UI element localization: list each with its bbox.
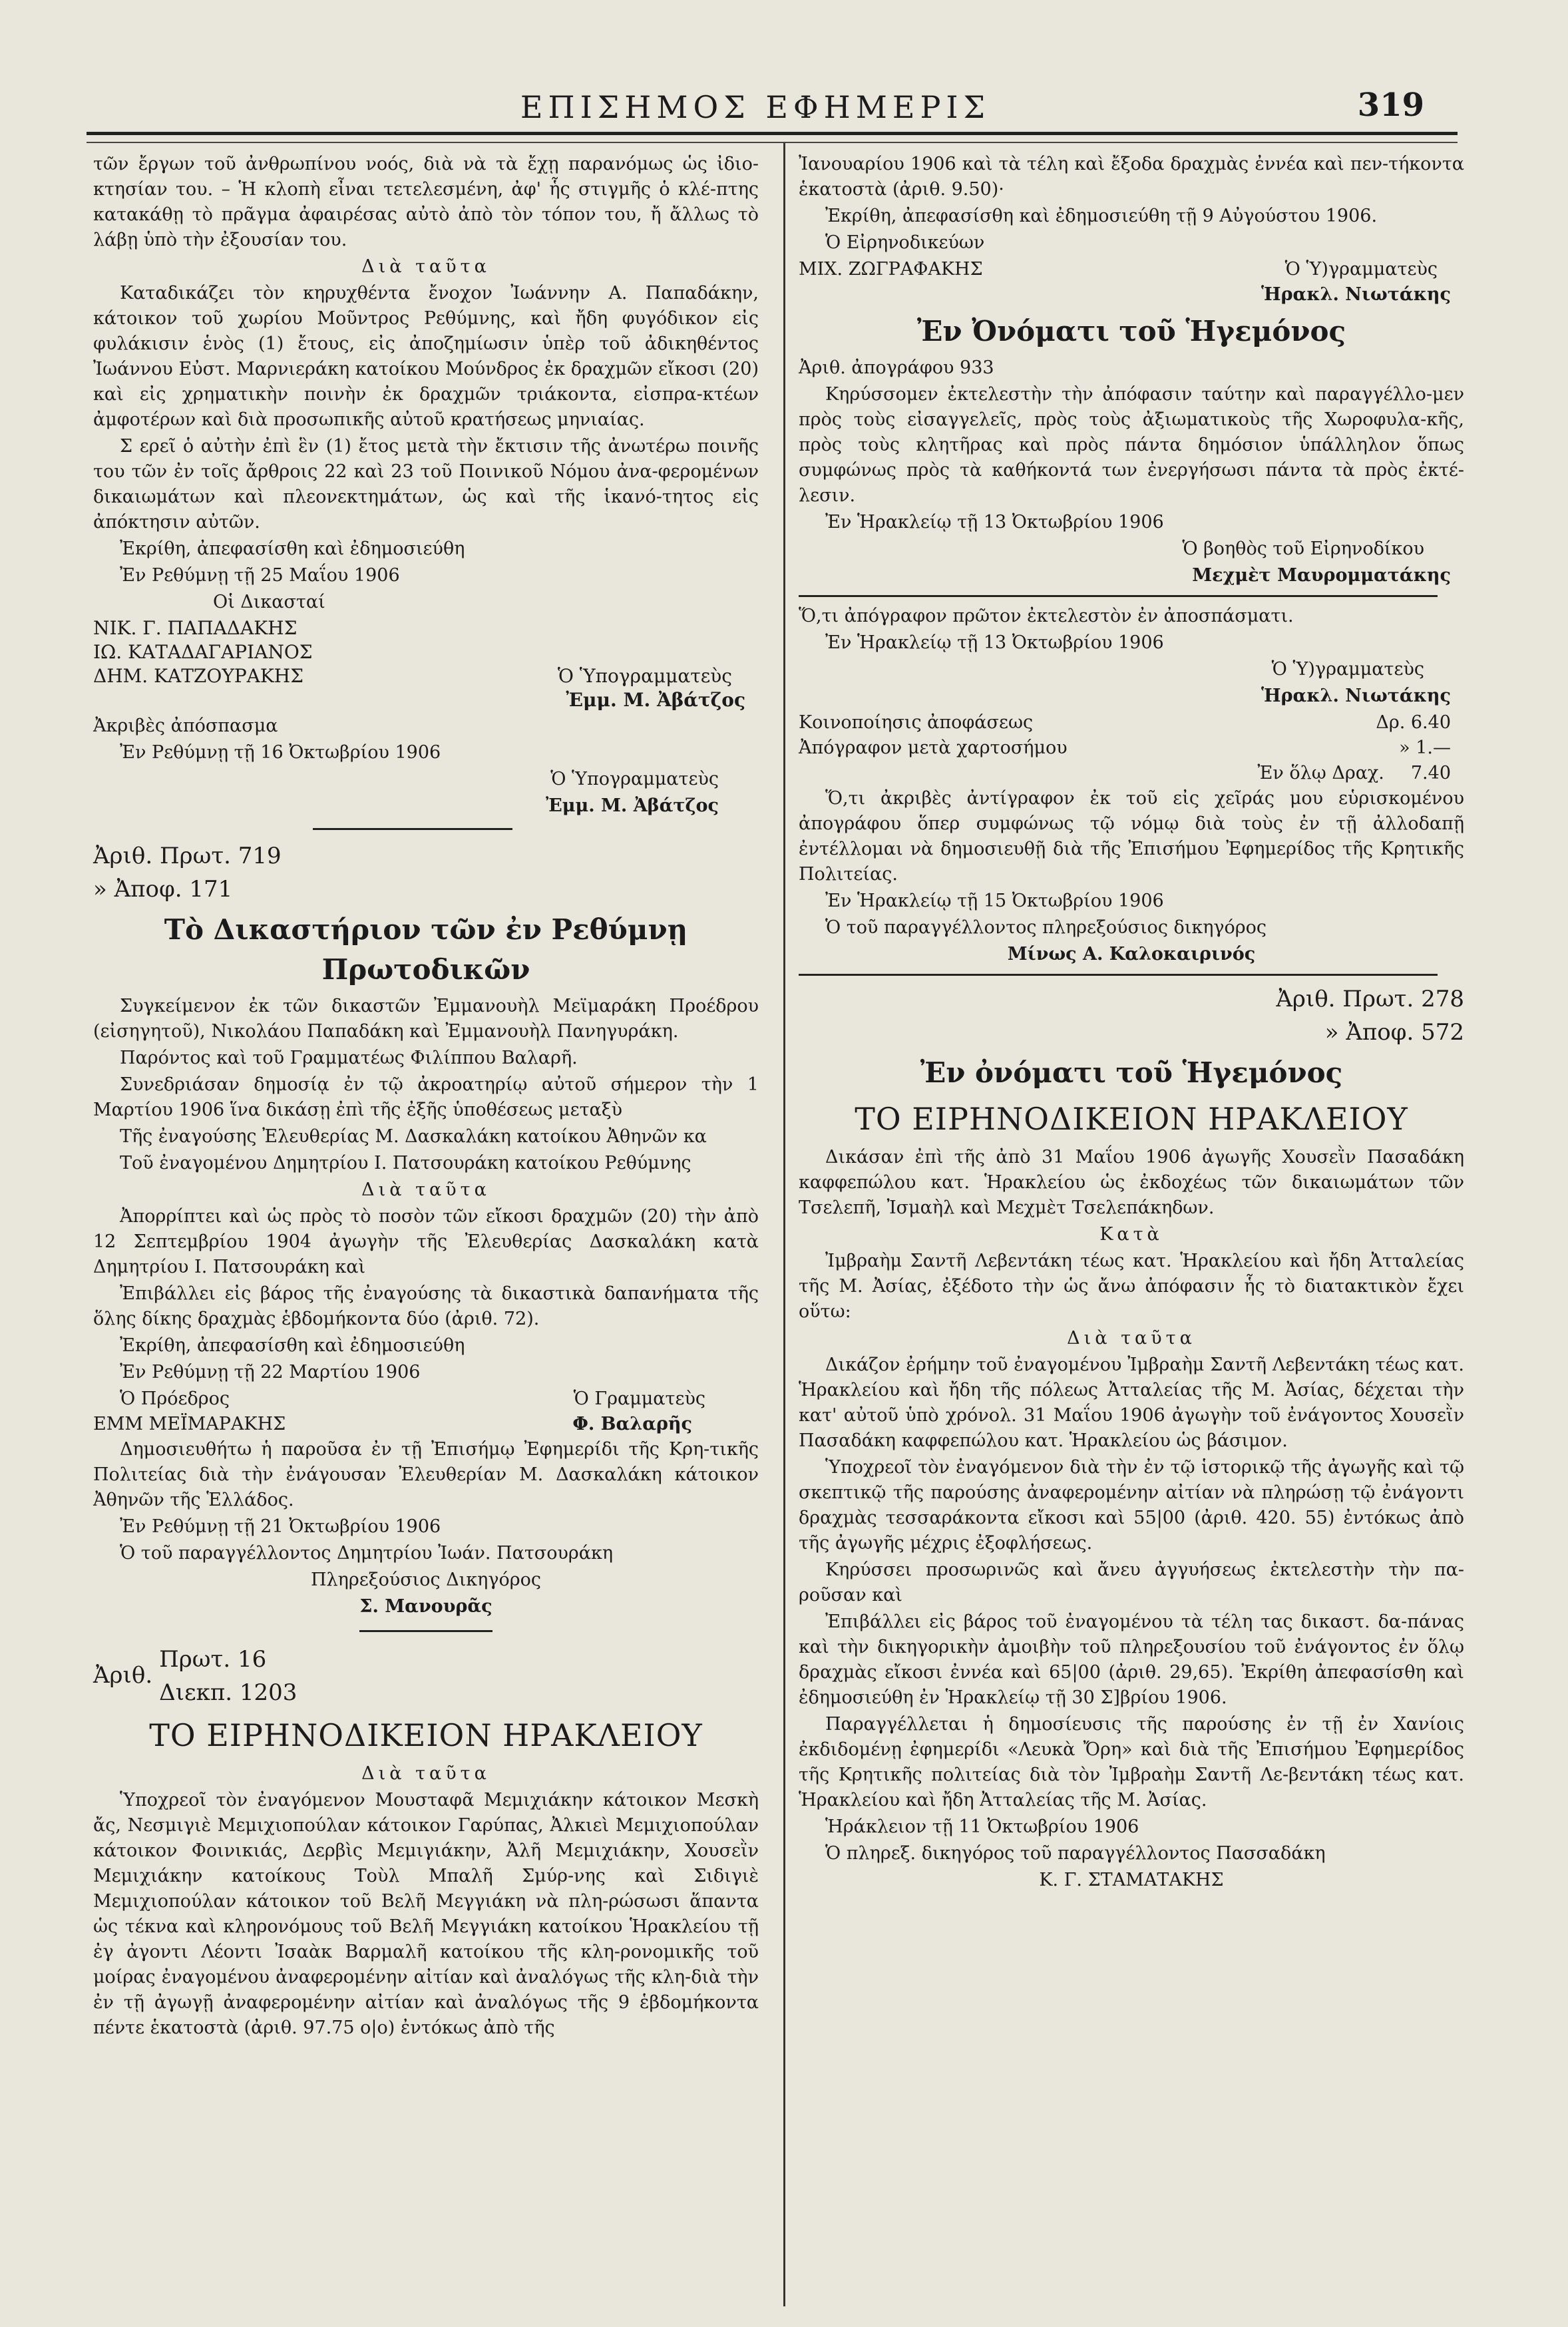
section-label: Διὰ ταῦτα [361, 1763, 490, 1784]
ref-stack [159, 1643, 297, 1709]
commissioner-line: Ὁ τοῦ παραγγέλλοντος πληρεξούσιος δικηγόρος [825, 917, 1267, 938]
president-label: Ὁ Πρόεδρος [120, 1388, 230, 1409]
ypogrammateus-name: Ἡρακλ. Νιωτάκης [1261, 284, 1451, 305]
paragraph: τῶν ἔργων τοῦ ἀνθρωπίνου νοός, διὰ νὰ τὰ ἔχῃ παρανόμως ὡς ἰδιο-κτησίαν του. – Ἡ κλοπὴ εἶναι τετελεσμένη, ἀφ' ἧς στιγμῆς ὁ κλέ-πτης κατακάθῃ τὸ πρᾶγμα ἀφαιρέσας αὐτὸ ἀπὸ τὸν τόπον του, ἤ ἄλλως τὸ λάβῃ ὑπὸ τὴν ἐξουσίαν του. [93, 154, 759, 250]
paragraph: Ὑποχρεοῖ τὸν ἐναγόμενον διὰ τὴν ἐν τῷ ἱστορικῷ τῆς ἀγωγῆς καὶ τῷ σκεπτικῷ τῆς παρούσης ἀναφερομένην αἰτίαν νὰ πληρώσῃ τῷ ἐνάγοντι δραχμὰς τεσσαράκοντα εἴκοσι καὶ 55|00 (ἀριθ. 420. 55) ἐντόκως ἀπὸ τῆς ἀγωγῆς μέχρις ἐξοφλήσεως. [799, 1457, 1464, 1554]
header-rule [87, 132, 1458, 143]
paragraph: Δημοσιευθήτω ἡ παροῦσα ἐν τῇ Ἐπισήμῳ Ἐφημερίδι τῆς Κρη-τικῆς Πολιτείας διὰ τὴν ἐνάγουσαν Ἐλευθερίαν Μ. Δασκαλάκη κάτοικον Ἀθηνῶν τῆς Ἑλλάδος. [93, 1439, 759, 1510]
judge-row [93, 664, 759, 688]
signature-row [93, 1412, 759, 1437]
section-label: Διὰ ταῦτα [361, 1179, 490, 1200]
paragraph: Ἐπιβάλλει εἰς βάρος τοῦ ἐναγομένου τὰ τέλη τας δικαστ. δα-πάνας καὶ τὴν δικηγορικὴν ἀμοιβὴν τοῦ πληρεξουσίου τοῦ ἐνάγοντος ἐν ὅλῳ δραχμὰς εἴκοσι ἐννέα καὶ 65|00 (ἀριθ. 29,65). Ἐκρίθη ἀπεφασίσθη καὶ ἐδημοσιεύθη ἐν Ἡρακλείῳ τῇ 30 Σ]βρίου 1906. [799, 1611, 1464, 1708]
decision-line: Ἐκρίθη, ἀπεφασίσθη καὶ ἐδημοσιεύθη [120, 538, 465, 559]
paragraph: Δικάζον ἐρήμην τοῦ ἐναγομένου Ἰμβραὴμ Σαντῆ Λεβεντάκη τέως κατ. Ἡρακλείου καὶ ἤδη τῆς πόλεως Ἀτταλείας τῆς Μ. Ἀσίας, δέχεται τὴν κατ' αὐτοῦ ὑπὸ χρόνολ. 31 Μαΐου 1906 ἀγωγὴν τοῦ ἐνάγοντος Χουσεῒν Πασαδάκη καφφεπώλου κατ. Ἡρακλείου ὡς βάσιμον. [799, 1355, 1464, 1451]
paragraph: Καταδικάζει τὸν κηρυχθέντα ἔνοχον Ἰωάννην Α. Παπαδάκην, κάτοικον τοῦ χωρίου Μοῦντρος Ρεθύμνης, καὶ ἤδη φυγόδικον εἰς φυλάκισιν ἑνὸς (1) ἔτους, εἰς ἀποζημίωσιν ὑπὲρ τοῦ ἀδικηθέντος Ἰωάννου Εὐστ. Μαρνιεράκη κατοίκου Μούνδρος ἐκ δραχμῶν εἴκοσι (20) καὶ εἰς χρηματικὴν ποινὴν ἐκ δραχμῶν τριάκοντα, εἰσπρα-κτέων ἀμφοτέρων καὶ διὰ προσωπικῆς αὐτοῦ κρατήσεως μηνιαίας. [93, 283, 759, 430]
signature-row [93, 1386, 759, 1412]
fee-label: Ἐν ὅλῳ Δραχ. [1257, 763, 1384, 783]
attorney-name: Σ. Μανουρᾶς [359, 1596, 492, 1617]
fee-label: Ἀπόγραφον μετὰ χαρτοσήμου [799, 738, 1068, 758]
separator-rule [359, 1630, 492, 1632]
ypogrammateus-label: Ὁ Ὑ)γραμματεὺς [1271, 659, 1424, 680]
court-title: ΤΟ ΕΙΡΗΝΟΔΙΚΕΙΟΝ ΗΡΑΚΛΕΙΟΥ [149, 1717, 703, 1753]
place-date: Ἐν Ρεθύμνῃ τῇ 16 Ὀκτωβρίου 1906 [120, 742, 441, 763]
paragraph: Ἐκρίθη, ἀπεφασίσθη καὶ ἐδημοσιεύθη τῇ 9 Αὐγούστου 1906. [825, 206, 1378, 226]
fee-value: 7.40 [1410, 763, 1451, 783]
place-date: Ἐν Ρεθύμνῃ τῇ 21 Ὀκτωβρίου 1906 [120, 1516, 441, 1537]
fee-row [799, 710, 1464, 736]
place-date: Ἐν Ἡρακλείῳ τῇ 13 Ὀκτωβρίου 1906 [825, 512, 1164, 532]
judge-name: ΙΩ. ΚΑΤΑΔΑΓΑΡΙΑΝΟΣ [93, 641, 313, 663]
right-column [799, 152, 1464, 1894]
grammateus-label: Ὁ Γραμματεὺς [573, 1388, 705, 1409]
in-name-heading: Ἐν Ὀνόματι τοῦ Ἡγεμόνος [916, 315, 1346, 347]
assistant-name: Μεχμὲτ Μαυρομματάκης [1192, 565, 1451, 586]
protocol-number: Πρωτ. 16 [159, 1646, 267, 1673]
grammateus-name: Φ. Βαλαρῆς [572, 1414, 692, 1434]
decision-number: » Ἀποφ. 171 [93, 876, 233, 903]
section-label: Κατὰ [1099, 1224, 1163, 1245]
paragraph: Ἐπιβάλλει εἰς βάρος τῆς ἐναγούσης τὰ δικαστικὰ δαπανήματα τῆς ὅλης δίκης δραχμὰς ἑβδομήκοντα δύο (ἀριθ. 72). [93, 1283, 759, 1329]
fee-label: Κοινοποίησις ἀποφάσεως [799, 712, 1034, 733]
paragraph: Συγκείμενον ἐκ τῶν δικαστῶν Ἐμμανουὴλ Μεϊμαράκη Προέδρου (εἰσηγητοῦ), Νικολάου Παπαδάκη καὶ Ἐμμανουὴλ Πανηγυράκη. [93, 996, 759, 1042]
ypogrammateus-label: Ὁ Ὑ)γραμματεὺς [1284, 259, 1438, 280]
separator-rule [313, 828, 512, 830]
fee-row [799, 736, 1464, 761]
paragraph: Τοῦ ἐναγομένου Δημητρίου Ι. Πατσουράκη κατοίκου Ρεθύμνης [120, 1153, 691, 1173]
attorney-label: Πληρεξούσιος Δικηγόρος [311, 1570, 541, 1590]
paragraph: Συνεδριάσαν δημοσίᾳ ἐν τῷ ἀκροατηρίῳ αὐτοῦ σήμερον τὴν 1 Μαρτίου 1906 ἵνα δικάσῃ ἐπὶ τῆς ἐξῆς ὑποθέσεως μεταξὺ [93, 1074, 759, 1120]
judge-name: ΔΗΜ. ΚΑΤΖΟΥΡΑΚΗΣ [93, 665, 304, 687]
justice-label: Ὁ Εἰρηνοδικεύων [825, 232, 985, 253]
paragraph: Σ ερεῖ ὁ αὐτὴν ἐπὶ ἓν (1) ἔτος μετὰ τὴν ἔκτισιν τῆς ἀνωτέρω ποινῆς του τῶν ἐν τοῖς ἄρθροις 22 καὶ 23 τοῦ Ποινικοῦ Νόμου ἀνα-φερομένων δικαιωμάτων καὶ πλεονεκτημάτων, ὡς καὶ τῆς ἱκανό-τητος εἰς ἀπόκτησιν αὐτῶν. [93, 436, 759, 532]
dispatch-number: Διεκπ. 1203 [159, 1679, 297, 1706]
separator-rule [799, 595, 1438, 597]
commissioner-name: Μίνως Α. Καλοκαιρινός [1007, 944, 1256, 964]
fee-value: Δρ. 6.40 [1376, 712, 1451, 733]
copy-number: Ἀριθ. ἀπογράφου 933 [799, 357, 994, 378]
court-title: ΤΟ ΕΙΡΗΝΟΔΙΚΕΙΟΝ ΗΡΑΚΛΕΙΟΥ [855, 1101, 1408, 1137]
judge-name: ΝΙΚ. Γ. ΠΑΠΑΔΑΚΗΣ [93, 617, 297, 639]
decision-number: » Ἀποφ. 572 [1324, 1019, 1464, 1046]
in-name-heading: Ἐν ὀνόματι τοῦ Ἡγεμόνος [920, 1056, 1343, 1089]
secretary-name: Ἐμμ. Μ. Ἀβάτζος [566, 689, 745, 711]
column-divider [783, 143, 785, 2306]
place-date: Ἡράκλειον τῇ 11 Ὀκτωβρίου 1906 [825, 1816, 1139, 1837]
page-number: 319 [1357, 87, 1424, 124]
separator-rule [799, 974, 1438, 976]
court-title: Τὸ Δικαστήριον τῶν ἐν Ρεθύμνῃ Πρωτοδικῶν [164, 913, 688, 986]
section-label: Διὰ ταῦτα [1067, 1328, 1196, 1349]
place-date: Ἐν Ἡρακλείῳ τῇ 15 Ὀκτωβρίου 1906 [825, 891, 1164, 911]
place-date: Ἐν Ρεθύμνῃ τῇ 22 Μαρτίου 1906 [120, 1362, 421, 1382]
section-label: Διὰ ταῦτα [361, 256, 490, 277]
paragraph: Ἰμβραὴμ Σαντῆ Λεβεντάκη τέως κατ. Ἡρακλείου καὶ ἤδη Ἀτταλείας τῆς Μ. Ἀσίας, ἐξέδοτο τὴν ὡς ἄνω ἀπόφασιν ἧς τὸ διατακτικὸν ἔχει οὕτω: [799, 1251, 1464, 1322]
president-name: ΕΜΜ ΜΕΪΜΑΡΑΚΗΣ [93, 1414, 286, 1434]
paragraph: Δικάσαν ἐπὶ τῆς ἀπὸ 31 Μαΐου 1906 ἀγωγῆς Χουσεῒν Πασαδάκη καφφεπώλου κατ. Ἡρακλείου ὡς ἐκδοχέως τῶν δικαιωμάτων τῶν Τσελεπῆ, Ἰσμαὴλ καὶ Μεχμὲτ Τσελεπάκηδων. [799, 1147, 1464, 1218]
secretary-name: Ἐμμ. Μ. Ἀβάτζος [545, 795, 719, 816]
fee-row [799, 761, 1464, 786]
secretary-label: Ὁ Ὑπογραμματεὺς [550, 769, 719, 789]
secretary-label: Ὁ Ὑπογραμματεὺς [557, 665, 732, 687]
attorney-name: Κ. Γ. ΣΤΑΜΑΤΑΚΗΣ [1039, 1870, 1224, 1890]
judges-label: Οἱ Δικασταί [213, 592, 325, 612]
paragraph: Κηρύσσομεν ἐκτελεστὴν τὴν ἀπόφασιν ταύτην καὶ παραγγέλλο-μεν πρὸς τοὺς εἰσαγγελεῖς, πρὸς τοὺς ἀξιωματικοὺς τῆς Χωροφυλα-κῆς, πρὸς τοὺς κλητῆρας καὶ πρὸς πάντα δημόσιον ὑπάλληλον ὅπως συμφώνως πρὸς τὰ καθήκοντά των ἐνεργήσωσι πάντα τὰ πρὸς ἐκτέ-λεσιν. [799, 384, 1464, 506]
ypogrammateus-name: Ἡρακλ. Νιωτάκης [1261, 686, 1451, 706]
place-date: Ἐν Ρεθύμνῃ τῇ 25 Μαΐου 1906 [120, 565, 400, 586]
newspaper-title: ΕΠΙΣΗΜΟΣ ΕΦΗΜΕΡΙΣ [520, 89, 991, 125]
protocol-number: Ἀριθ. Πρωτ. 719 [93, 843, 282, 869]
judge-row [93, 640, 759, 664]
fees-table [799, 710, 1464, 786]
judges-list [93, 616, 759, 712]
signature-row [799, 257, 1464, 282]
decision-line: Ἐκρίθη, ἀπεφασίσθη καὶ ἐδημοσιεύθη [120, 1335, 465, 1356]
commissioner-line: Ὁ τοῦ παραγγέλλοντος Δημητρίου Ἰωάν. Πατσουράκη [120, 1543, 614, 1564]
paragraph: Ὑποχρεοῖ τὸν ἐναγόμενον Μουσταφᾶ Μεμιχιάκην κάτοικον Μεσκὴ ἄς, Νεσμιγιὲ Μεμιχιοπούλαν κάτοικον Γαρύπας, Ἀλκιεὶ Μεμιχιοπούλαν κάτοικον Φοινικιάς, Δερβὶς Μεμιγιάκην, Ἀλῆ Μεμιχιάκην, Χουσεῒν Μεμιχιάκην κατοίκους Τοὺλ Μπαλῆ Σμύρ-νης καὶ Σιδιγιὲ Μεμιχιοπούλαν κάτοικον τοῦ Βελῆ Μεγγιάκη νὰ πλη-ρώσωσι ἅπαντα ὡς τέκνα καὶ κληρονόμους τοῦ Βελῆ Μεγγιάκη κατοίκου Ἡρακλείου τῇ ἐγ ἀγοντι Λέοντι Ἰσαὰκ Βαρμαλῆ κατοίκου τῆς κλη-ρονομικῆς τοῦ μοίρας ἐναγομένου ἀναφερομένην αἰτίαν καὶ ἀναλόγως τῆς κλη-διὰ τὴν ἐν τῇ ἀγωγῇ ἀναφερομένην αἰτίαν καὶ ἀναλόγως τῆς 9 ἑβδομήκοντα πέντε ἑκατοστὰ (ἀριθ. 97.75 ο|ο) ἐντόκως ἀπὸ τῆς [93, 1790, 759, 2038]
left-column [93, 152, 759, 2042]
true-copy-label: Ἀκριβὲς ἀπόσπασμα [93, 716, 278, 736]
place-date: Ἐν Ἡρακλείῳ τῇ 13 Ὀκτωβρίου 1906 [825, 632, 1164, 653]
page-header [87, 87, 1424, 133]
ref-numbers [93, 1643, 759, 1709]
paragraph: Ἀπορρίπτει καὶ ὡς πρὸς τὸ ποσὸν τῶν εἴκοσι δραχμῶν (20) τὴν ἀπὸ 12 Σεπτεμβρίου 1904 ἀγωγὴν τῆς Ἐλευθερίας Δασκαλάκη κατὰ Δημητρίου Ι. Πατσουράκη καὶ [93, 1206, 759, 1277]
paragraph: Κηρύσσει προσωρινῶς καὶ ἄνευ ἀγγυήσεως ἐκτελεστὴν τὴν πα-ροῦσαν καὶ [799, 1560, 1464, 1605]
attorney-line: Ὁ πληρεξ. δικηγόρος τοῦ παραγγέλλοντος Πασσαδάκη [825, 1843, 1326, 1864]
paragraph: Ὅ,τι ἀκριβὲς ἀντίγραφον ἐκ τοῦ εἰς χεῖράς μου εὑρισκομένου ἀπογράφου ὅπερ συμφώνως τῷ νόμῳ διὰ τοὺς ἐν τῇ ἀλλοδαπῇ ἐντέλλομαι νὰ δημοσιευθῇ διὰ τῆς Ἐπισήμου Ἐφημερίδος τῆς Κρητικῆς Πολιτείας. [799, 788, 1464, 885]
paragraph: Ἰανουαρίου 1906 καὶ τὰ τέλη καὶ ἔξοδα δραχμὰς ἐννέα καὶ πεν-τήκοντα ἑκατοστὰ (ἀριθ. 9.50)· [799, 154, 1464, 200]
protocol-number: Ἀριθ. Πρωτ. 278 [1276, 986, 1464, 1012]
paragraph: Τῆς ἐναγούσης Ἐλευθερίας Μ. Δασκαλάκη κατοίκου Ἀθηνῶν κα [120, 1126, 707, 1147]
justice-name: ΜΙΧ. ΖΩΓΡΑΦΑΚΗΣ [799, 259, 983, 280]
paragraph: Ὅ,τι ἀπόγραφον πρῶτον ἐκτελεστὸν ἐν ἀποσπάσματι. [799, 606, 1294, 626]
arith-label: Ἀριθ. [93, 1662, 153, 1689]
paragraph: Παραγγέλλεται ἡ δημοσίευσις τῆς παρούσης ἐν τῇ ἐν Χανίοις ἐκδιδομένῃ ἐφημερίδι «Λευκὰ Ὄρη» καὶ διὰ τῆς Ἐπισήμου Ἐφημερίδος τῆς Κρητικῆς πολιτείας διὰ τὸν Ἰμβραὴμ Σαντῆ Λε-βεντάκη τέως κατ. Ἡρακλείου καὶ ἤδη Ἀτταλείας τῆς Μ. Ἀσίας. [799, 1714, 1464, 1810]
fee-value: » 1.— [1399, 738, 1451, 758]
assistant-label: Ὁ βοηθὸς τοῦ Εἰρηνοδίκου [1182, 538, 1424, 559]
paragraph: Παρόντος καὶ τοῦ Γραμματέως Φιλίππου Βαλαρῆ. [120, 1048, 578, 1068]
